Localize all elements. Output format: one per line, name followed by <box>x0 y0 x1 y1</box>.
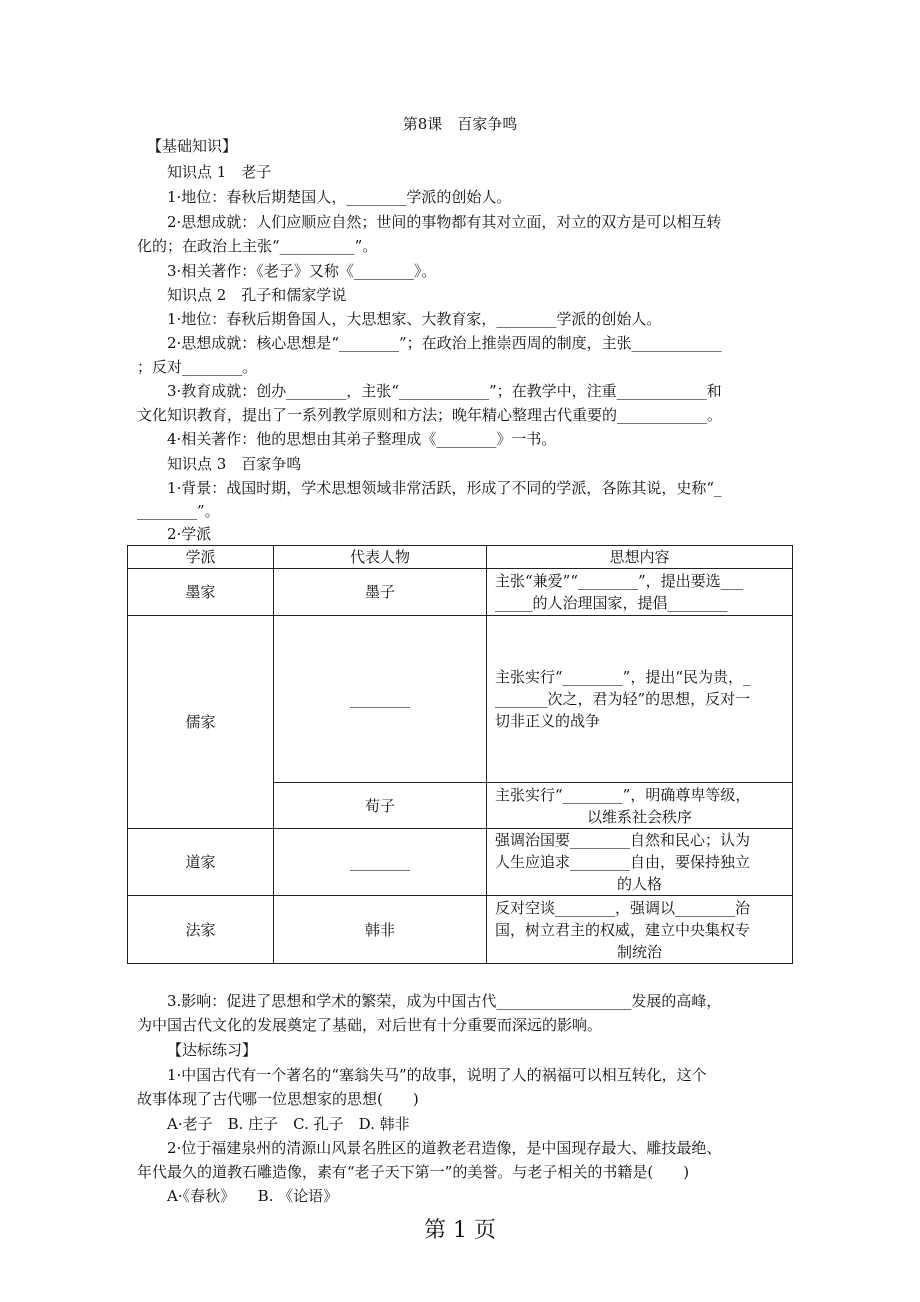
person-rujia-blank: ________ <box>274 616 487 783</box>
header-content: 思想内容 <box>487 546 793 569</box>
k2-heading: 知识点 2 孔子和儒家学说 <box>167 286 347 304</box>
header-school: 学派 <box>128 546 274 569</box>
person-mozi: 墨子 <box>274 569 487 616</box>
q2-options: A·《春秋》 B. 《论语》 <box>167 1187 339 1205</box>
k2-line-2a: 2·思想成就：核心思想是“________”；在政治上推崇西周的制度，主张____________ <box>167 334 722 352</box>
content-line: 以维系社会秩序 <box>586 807 692 826</box>
k3-influence-1: 3.影响：促进了思想和学术的繁荣，成为中国古代__________________发展的高峰， <box>167 992 722 1010</box>
content-line: 反对空谈________，强调以________治 <box>495 898 751 917</box>
header-person: 代表人物 <box>274 546 487 569</box>
table-row-fajia <box>128 896 793 964</box>
content-rujia-1 <box>487 616 793 783</box>
person-daojia-blank: ________ <box>274 829 487 896</box>
k1-line-2a: 2·思想成就：人们应顺应自然；世间的事物都有其对立面，对立的双方是可以相互转 <box>167 213 722 231</box>
k3-line-1b: ________”。 <box>137 502 220 520</box>
content-line: 主张实行“________”，提出“民为贵，_ <box>495 668 751 686</box>
content-line: _____的人治理国家，提倡________ <box>495 594 728 612</box>
school-rujia: 儒家 <box>128 616 274 829</box>
table-header-row <box>128 546 793 569</box>
table-row-rujia-1 <box>128 616 793 783</box>
k2-line-3b: 文化知识教育，提出了一系列教学原则和方法；晚年精心整理古代重要的____________。 <box>137 406 723 424</box>
person-xunzi: 荀子 <box>274 783 487 829</box>
page-title: 第8课 百家争鸣 <box>402 115 518 133</box>
content-line: 的人格 <box>616 875 662 893</box>
content-fajia <box>487 896 793 964</box>
q1-line-1: 1·中国古代有一个著名的“塞翁失马”的故事，说明了人的祸福可以相互转化，这个 <box>167 1066 707 1084</box>
practice-header: 【达标练习】 <box>167 1041 258 1059</box>
k1-line-2b: 化的；在政治上主张“__________”。 <box>137 237 378 255</box>
k3-heading: 知识点 3 百家争鸣 <box>167 455 302 473</box>
content-line: 切非正义的战争 <box>495 712 601 730</box>
content-line: _______次之，君为轻”的思想，反对一 <box>495 690 751 708</box>
content-rujia-2 <box>487 783 793 829</box>
basics-header: 【基础知识】 <box>147 137 238 155</box>
k3-influence-2: 为中国古代文化的发展奠定了基础，对后世有十分重要而深远的影响。 <box>137 1016 603 1034</box>
q1-line-2: 故事体现了古代哪一位思想家的思想( ) <box>137 1090 419 1108</box>
k3-line-2: 2·学派 <box>167 525 212 543</box>
school-mojia: 墨家 <box>128 569 274 616</box>
person-hanfei: 韩非 <box>274 896 487 964</box>
k1-heading: 知识点 1 老子 <box>167 163 272 181</box>
k3-line-1a: 1·背景：战国时期，学术思想领域非常活跃，形成了不同的学派，各陈其说，史称“_ <box>167 479 722 497</box>
content-mojia <box>487 569 793 616</box>
q1-options: A·老子 B. 庄子 C. 孔子 D. 韩非 <box>167 1115 410 1133</box>
page-number: 第 1 页 <box>424 1218 496 1243</box>
k2-line-2b: ；反对________。 <box>137 358 258 376</box>
content-daojia <box>487 829 793 896</box>
content-line: 国，树立君主的权威，建立中央集权专 <box>495 920 751 939</box>
k1-line-3: 3·相关著作：《老子》又称《________》。 <box>167 262 437 280</box>
school-fajia: 法家 <box>128 896 274 964</box>
k1-line-1: 1·地位：春秋后期楚国人，________学派的创始人。 <box>167 188 512 206</box>
content-line: 强调治国要________自然和民心；认为 <box>495 831 751 849</box>
k2-line-1: 1·地位：春秋后期鲁国人，大思想家、大教育家，________学派的创始人。 <box>167 310 662 328</box>
table-row-daojia <box>128 829 793 896</box>
content-line: 人生应追求________自由，要保持独立 <box>495 853 751 871</box>
q2-line-1: 2·位于福建泉州的清源山风景名胜区的道教老君造像，是中国现存最大、雕技最绝、 <box>167 1139 722 1157</box>
k2-line-3a: 3·教育成就：创办________，主张“____________”；在教学中，注重____________和 <box>167 382 722 400</box>
content-line: 主张“兼爱”“________”，提出要选___ <box>495 572 744 590</box>
content-line: 主张实行“________”，明确尊卑等级， <box>495 785 751 804</box>
schools-table <box>127 545 793 964</box>
school-daojia: 道家 <box>128 829 274 896</box>
content-line: 制统治 <box>616 942 662 961</box>
k2-line-4: 4·相关著作：他的思想由其弟子整理成《________》一书。 <box>167 430 557 448</box>
q2-line-2: 年代最久的道教石雕造像，素有“老子天下第一”的美誉。与老子相关的书籍是( ) <box>137 1163 690 1181</box>
table-row-mojia <box>128 569 793 616</box>
